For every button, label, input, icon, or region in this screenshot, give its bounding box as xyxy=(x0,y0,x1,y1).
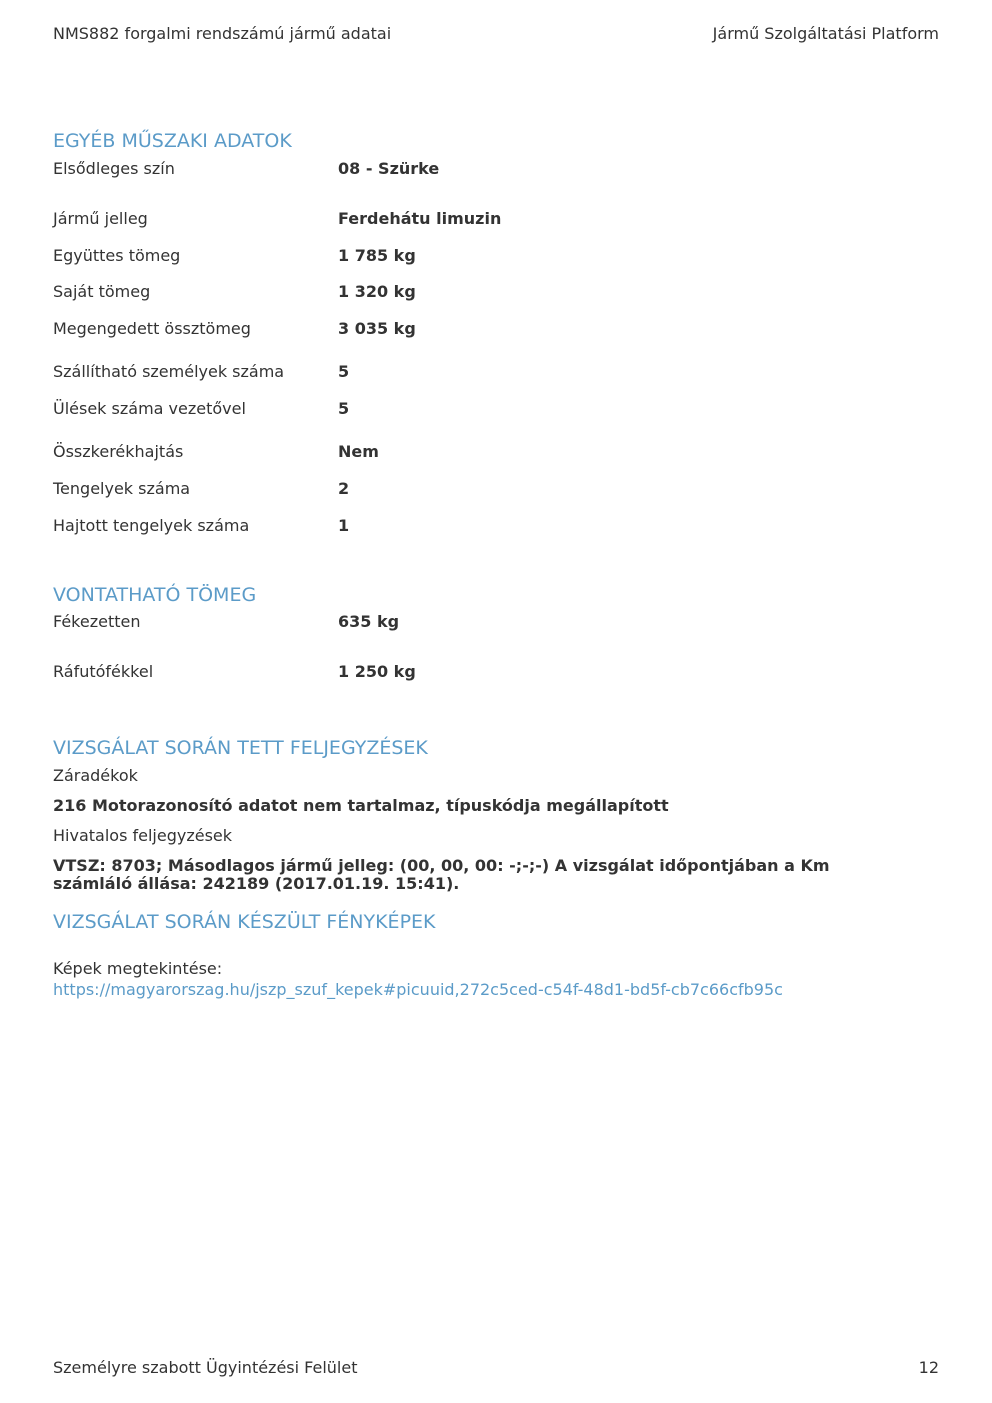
section-title-inspection: VIZSGÁLAT SORÁN TETT FELJEGYZÉSEK xyxy=(53,737,428,759)
row-value-overrun-brake: 1 250 kg xyxy=(338,662,416,681)
official-notes-label: Hivatalos feljegyzések xyxy=(53,826,233,845)
row-value-seats: 5 xyxy=(338,399,350,418)
row-label-vehicle-type: Jármű jelleg xyxy=(53,209,148,228)
row-value-axles: 2 xyxy=(338,479,350,498)
row-label-combined-mass: Együttes tömeg xyxy=(53,246,181,265)
photos-link[interactable]: https://magyarorszag.hu/jszp_szuf_kepek#picuuid,272c5ced-c54f-48d1-bd5f-cb7c66cfb95c xyxy=(53,980,783,999)
row-value-max-mass: 3 035 kg xyxy=(338,319,416,338)
row-value-own-mass: 1 320 kg xyxy=(338,282,416,301)
row-value-all-wheel-drive: Nem xyxy=(338,442,379,461)
row-value-vehicle-type: Ferdehátu limuzin xyxy=(338,209,502,228)
header-vehicle-title: NMS882 forgalmi rendszámú jármű adatai xyxy=(53,24,392,43)
row-value-driven-axles: 1 xyxy=(338,516,350,535)
row-label-max-mass: Megengedett össztömeg xyxy=(53,319,251,338)
row-label-all-wheel-drive: Összkerékhajtás xyxy=(53,442,184,461)
row-value-braked: 635 kg xyxy=(338,612,400,631)
row-label-primary-color: Elsődleges szín xyxy=(53,159,175,178)
row-label-seats: Ülések száma vezetővel xyxy=(53,399,246,418)
row-value-primary-color: 08 - Szürke xyxy=(338,159,440,178)
row-value-passengers: 5 xyxy=(338,362,350,381)
row-label-axles: Tengelyek száma xyxy=(53,479,191,498)
page-number: 12 xyxy=(918,1358,939,1377)
header-platform-name: Jármű Szolgáltatási Platform xyxy=(712,24,939,43)
section-title-technical: EGYÉB MŰSZAKI ADATOK xyxy=(53,130,292,152)
row-value-combined-mass: 1 785 kg xyxy=(338,246,416,265)
row-label-passengers: Szállítható személyek száma xyxy=(53,362,285,381)
section-title-photos: VIZSGÁLAT SORÁN KÉSZÜLT FÉNYKÉPEK xyxy=(53,911,436,933)
photos-view-label: Képek megtekintése: xyxy=(53,959,223,978)
clauses-text: 216 Motorazonosító adatot nem tartalmaz, típuskódja megállapított xyxy=(53,796,669,815)
row-label-own-mass: Saját tömeg xyxy=(53,282,151,301)
section-title-towable: VONTATHATÓ TÖMEG xyxy=(53,584,257,606)
row-label-braked: Fékezetten xyxy=(53,612,141,631)
row-label-driven-axles: Hajtott tengelyek száma xyxy=(53,516,250,535)
row-label-overrun-brake: Ráfutófékkel xyxy=(53,662,154,681)
footer-interface-name: Személyre szabott Ügyintézési Felület xyxy=(53,1358,358,1377)
clauses-label: Záradékok xyxy=(53,766,138,785)
official-notes-text: VTSZ: 8703; Másodlagos jármű jelleg: (00, 00, 00: -;-;-) A vizsgálat időpontjában a Km számláló állása: 242189 (2017.01.19. 15:41). xyxy=(53,856,830,893)
